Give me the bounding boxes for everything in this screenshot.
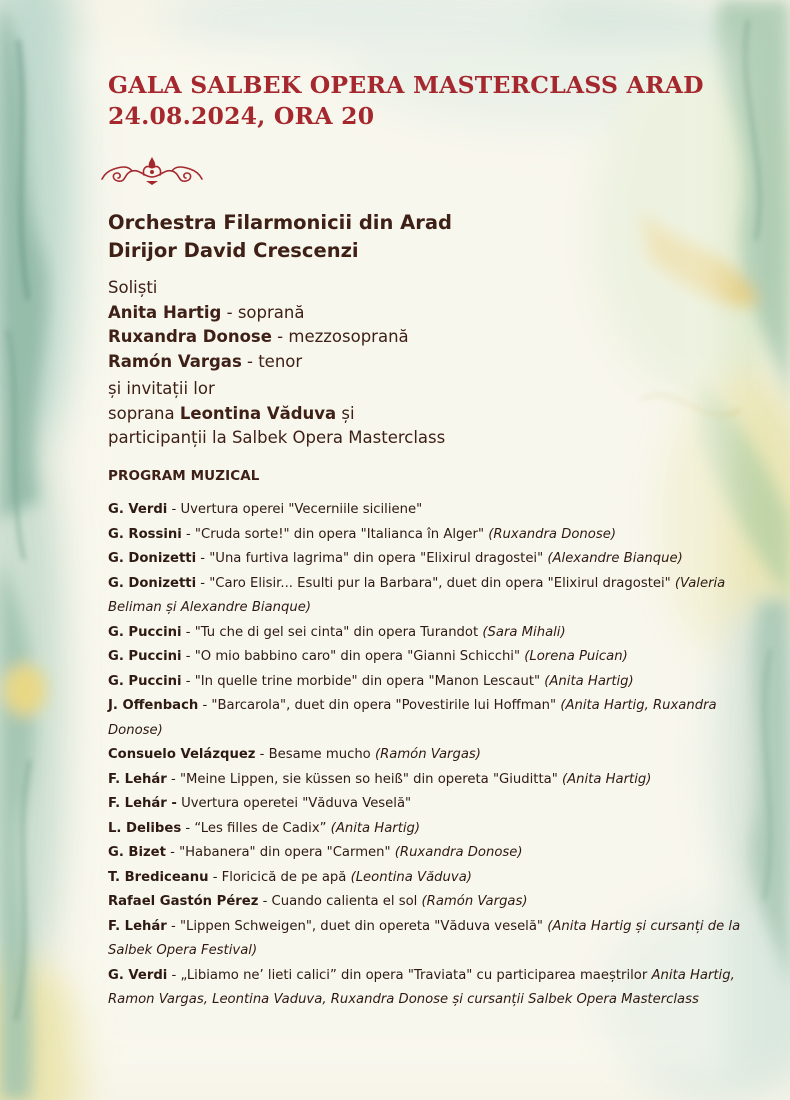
soloist-name: Ramón Vargas [108,351,242,371]
program-item [108,743,748,768]
program-item [108,645,748,670]
program-item [108,523,748,548]
program-item [108,621,748,646]
program-work: - Cuando calienta el sol [258,894,422,909]
program-item [108,817,748,842]
program-work: - "In quelle trine morbide" din opera "Manon Lescaut" [181,673,545,689]
program-item [108,964,748,1013]
program-work: - "Meine Lippen, sie küssen so heiß" din opereta "Giuditta" [166,771,562,787]
program-composer: G. Verdi [108,967,168,983]
program-composer: G. Donizetti [108,575,197,591]
program-work: - Besame mucho [255,747,375,762]
program-item [108,866,748,891]
guest-name: Leontina Văduva [179,403,337,423]
program-work: - "Tu che di gel sei cinta" din opera Turandot [181,624,483,640]
event-title-line1: GALA SALBEK OPERA MASTERCLASS ARAD [108,71,704,99]
program-composer: F. Lehár [108,918,167,934]
program-work: - "Habanera" din opera "Carmen" [165,845,395,860]
program-work: - Floricică de pe apă [208,869,351,885]
program-composer: G. Puccini [108,649,182,664]
event-title [108,70,704,132]
program-composer: L. Delibes [108,820,182,836]
soloist-name: Anita Hartig [108,302,222,322]
program-performers: (Anita Hartig) [561,771,652,787]
program-performers: (Valeria Beliman și Alexandre Bianque) [108,575,726,615]
program-performers: (Anita Hartig) [330,820,421,836]
program-performers: (Ramón Vargas) [421,894,528,909]
program-item [108,841,748,866]
program-performers: (Alexandre Bianque) [547,551,683,566]
program-item [108,915,748,964]
program-item [108,572,748,621]
program-composer: Rafael Gastón Pérez [108,894,259,909]
program-composer: G. Rossini [108,526,182,542]
soloists-heading: Soliști [108,278,158,297]
program-work: - "Caro Elisir... Esulti pur la Barbara", duet din opera "Elixirul dragostei" [196,575,675,591]
program-work: - "Una furtiva lagrima" din opera "Elixirul dragostei" [196,551,548,566]
program-work: - "Lippen Schweigen", duet din opereta "Văduva veselă" [166,918,548,934]
program-work: - “Les filles de Cadix” [181,820,331,836]
event-date-time: 24.08.2024, ORA 20 [108,102,375,130]
program-performers: (Leontina Văduva) [350,869,472,885]
soloists-block [108,276,409,374]
program-composer: G. Puccini [108,673,182,689]
program-work: - "Barcarola", duet din opera "Povestirile lui Hoffman" [198,698,561,713]
program-performers: (Anita Hartig, Ruxandra Donose) [108,698,717,738]
flourish-ornament-icon [100,155,204,187]
program-composer: J. Offenbach [108,698,199,713]
program-composer: F. Lehár - [108,796,177,811]
guest-suffix: și [336,403,355,423]
guests-intro: și invitații lor [108,379,215,398]
program-composer: G. Donizetti [108,551,197,566]
program-performers: (Ruxandra Donose) [394,845,523,860]
program-composer: G. Verdi [108,502,168,517]
program-work: - "Cruda sorte!" din opera "Italianca în Alger" [181,526,489,542]
program-performers: (Ruxandra Donose) [488,526,616,542]
program-composer: G. Bizet [108,845,166,860]
program-composer: Consuelo Velázquez [108,747,256,762]
guest-prefix: soprana [108,403,180,423]
program-item [108,694,748,743]
program-list [108,498,748,1013]
soloist-role: - soprană [221,302,305,322]
orchestra-name: Orchestra Filarmonicii din Arad [108,211,452,234]
program-heading: PROGRAM MUZICAL [108,468,260,484]
soloist-role: - mezzosoprană [271,327,409,346]
program-item [108,498,748,523]
soloist-name: Ruxandra Donose [108,327,272,346]
program-item [108,670,748,695]
program-performers: (Sara Mihali) [482,624,566,640]
program-item [108,768,748,793]
program-performers: (Ramón Vargas) [374,747,481,762]
program-composer: G. Puccini [108,624,182,640]
program-composer: F. Lehár [108,771,167,787]
orchestra-block [108,209,452,265]
program-performers: (Lorena Puican) [524,649,628,664]
program-performers: (Anita Hartig) [544,673,634,689]
guests-block [108,377,445,451]
program-performers: Anita Hartig, Ramon Vargas, Leontina Vaduva, Ruxandra Donose și cursanții Salbek Opera Masterclass [108,967,735,1007]
program-work: - „Libiamo ne’ lieti calici” din opera "Traviata" cu participarea maeștrilor [167,967,652,983]
program-composer: T. Brediceanu [108,869,209,885]
program-item [108,890,748,915]
program-work: - Uvertura operei "Vecerniile siciliene" [167,502,423,517]
soloist-role: - tenor [241,351,303,371]
program-item [108,547,748,572]
program-performers: (Anita Hartig și cursanți de la Salbek Opera Festival) [108,918,741,958]
program-work: - "O mio babbino caro" din opera "Gianni Schicchi" [181,649,525,664]
participants-line: participanții la Salbek Opera Masterclass [108,428,446,447]
program-work: Uvertura operetei "Văduva Veselă" [176,796,412,811]
program-item [108,792,748,817]
conductor-name: Dirijor David Crescenzi [108,239,359,262]
